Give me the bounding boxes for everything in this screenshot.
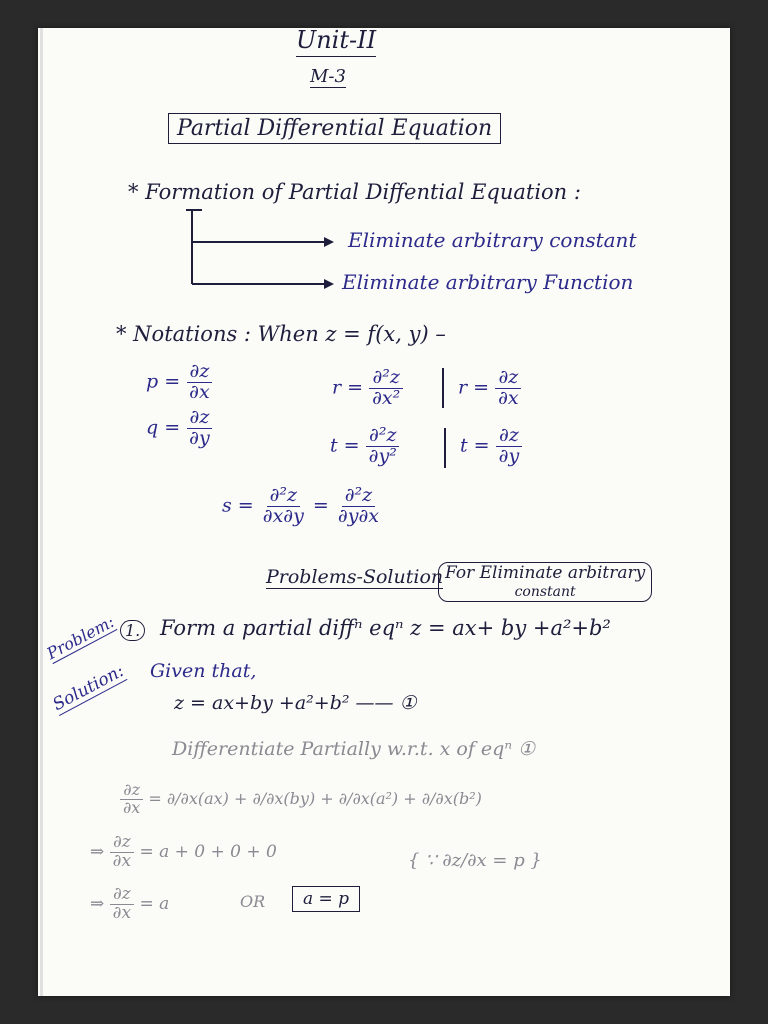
notation-s: s = $\frac{\text{∂²z}}{\partial x\partial y}$ = $\frac{\text{∂²z}}{\partial y\partial x}$ xyxy=(222,484,379,527)
problem-label: Problem: xyxy=(43,611,118,664)
step-1: $\frac{\partial z}{\partial x}$ = ∂/∂x(ax) + ∂/∂x(by) + ∂/∂x(a²) + ∂/∂x(b²) xyxy=(120,782,482,817)
notations-heading: * Notations : When z = f(x, y) – xyxy=(116,322,446,346)
formation-heading: * Formation of Partial Diffential Equation : xyxy=(128,180,581,204)
notation-p: p = $\frac{\partial z}{\partial x}$ xyxy=(146,362,213,403)
notation-t-alt: t = $\frac{\partial z}{\partial y}$ xyxy=(460,426,522,467)
problems-tag: For Eliminate arbitrary constant xyxy=(438,562,652,602)
note-since: { ∵ ∂z/∂x = p } xyxy=(408,850,542,871)
notation-divider xyxy=(444,428,446,468)
module-label: M-3 xyxy=(310,66,346,87)
equation-1: z = ax+by +a²+b² —— ① xyxy=(174,692,417,714)
page-title: Partial Differential Equation xyxy=(168,113,501,144)
notation-r: r = $\frac{\text{∂²z}}{\text{∂x²}}$ xyxy=(332,368,403,409)
notation-divider xyxy=(442,368,444,408)
step-2: ⇒ $\frac{\partial z}{\partial x}$ = a + 0 + 0 + 0 xyxy=(90,832,277,871)
unit-heading: Unit-II xyxy=(296,26,376,57)
notation-q: q = $\frac{\partial z}{\partial y}$ xyxy=(146,408,213,449)
problem-number: 1. xyxy=(120,620,145,641)
problems-heading: Problems-Solution xyxy=(266,566,444,588)
given-text: Given that, xyxy=(150,660,257,682)
or-label: OR xyxy=(240,892,266,911)
branch-eliminate-constant: Eliminate arbitrary constant xyxy=(348,228,637,252)
notation-t: t = $\frac{\text{∂²z}}{\text{∂y²}}$ xyxy=(330,426,400,467)
formation-tree-lines xyxy=(180,208,340,298)
notation-r-alt: r = $\frac{\partial z}{\partial x}$ xyxy=(458,368,522,409)
page-margin xyxy=(40,28,43,996)
solution-label: Solution: xyxy=(49,661,128,716)
step-3: ⇒ $\frac{\partial z}{\partial x}$ = a xyxy=(90,884,170,923)
result-box: a = p xyxy=(292,886,360,912)
problem-statement: Form a partial diffⁿ eqⁿ z = ax+ by +a²+b² xyxy=(160,616,611,640)
differentiate-instruction: Differentiate Partially w.r.t. x of eqⁿ ① xyxy=(172,738,536,760)
branch-eliminate-function: Eliminate arbitrary Function xyxy=(342,270,634,294)
